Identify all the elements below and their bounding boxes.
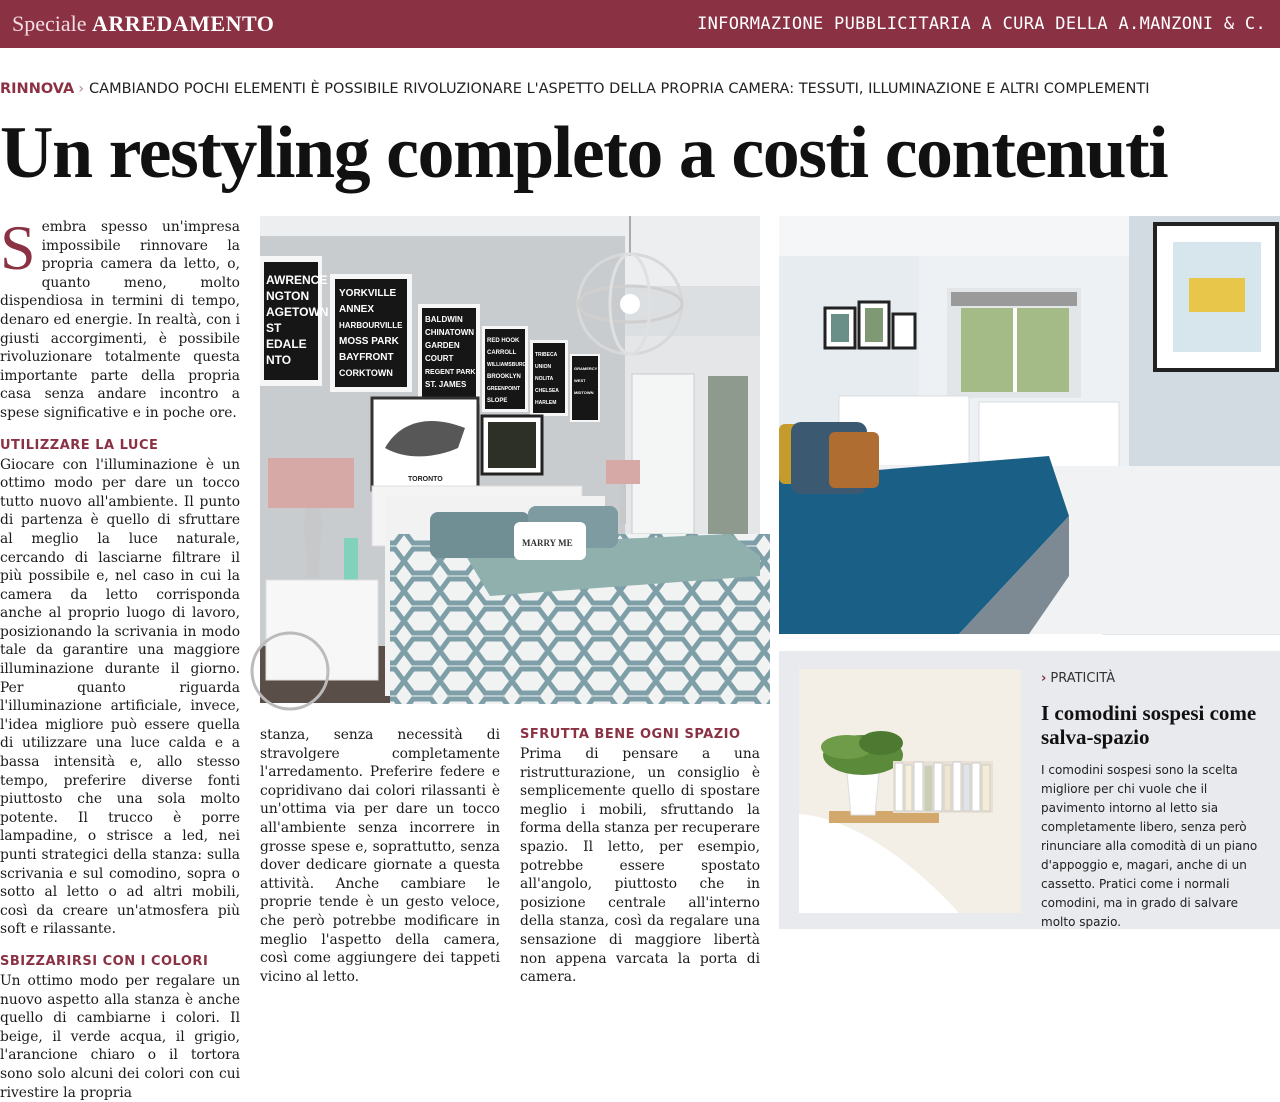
poster-1-line-5: EDALE: [266, 337, 307, 351]
advertising-notice: INFORMAZIONE PUBBLICITARIA A CURA DELLA A.MANZONI & C.: [697, 14, 1266, 34]
poster-2: [330, 274, 412, 392]
box-body: I comodini sospesi sono la scelta migliore per chi vuole che il pavimento intorno al letto sia completamente libero, senza però rinunciare alla comodità di un piano d'appoggio e, magari, anche di un cassetto. Pratici come i normali comodini, ma in grado di salvare molto spazio.: [1041, 763, 1258, 929]
poster-3-line-2: CHINATOWN: [425, 328, 475, 337]
poster-2-line-2: ANNEX: [339, 304, 375, 315]
poster-5-line-1: TRIBECA: [535, 352, 558, 358]
poster-4-line-5: GREENPOINT: [487, 386, 521, 392]
map-poster: [372, 398, 478, 490]
kicker: [0, 78, 1280, 100]
article-column-3: [520, 726, 760, 986]
poster-3: [418, 304, 480, 404]
poster-1: [260, 256, 328, 386]
poster-6-line-1: GRAMERCY: [574, 366, 598, 371]
chevron-right-icon: ›: [1041, 671, 1047, 686]
poster-4-line-6: SLOPE: [487, 398, 508, 404]
section-text-colors: Un ottimo modo per regalare un nuovo aspetto alla stanza è anche quello di cambiarne i colori. Il beige, il verde acqua, il grigio, l'arancione chiaro o il tortora sono solo alcuni dei colori con cui rivestire la propria: [0, 972, 240, 1101]
chevron-right-icon: ›: [78, 81, 85, 97]
map-poster-label: TORONTO: [408, 476, 443, 483]
section-text-light: Giocare con l'illuminazione è un ottimo modo per dare un tocco tutto nuovo all'ambiente. Il punto di partenza è quello di sfruttare al meglio la luce naturale, cercando di lasciarne filtrare il più possibile e, nel caso in cui la camera da letto corrisponda anche al proprio luogo di lavoro, posizionando la scrivania in modo tale da garantire una maggiore illuminazione durante il giorno. Per quanto riguarda l'illuminazione artificiale, invece, l'idea migliore può essere quella di utilizzare una luce calda e a bassa intensità e, allo stesso tempo, preferire diverse fonti piuttosto che una sola molto potente. Il trucco è porre lampadine, o strisce a led, nei punti strategici della stanza: sulla scrivania e sul comodino, sopra o sotto al letto o ad altri mobili, così da creare un'atmosfera più soft e rilassante.: [0, 456, 240, 938]
section-name: [12, 10, 274, 38]
poster-1-line-3: AGETOWN: [266, 305, 329, 319]
section-heading-light: UTILIZZARE LA LUCE: [0, 437, 159, 453]
bedroom-photo-posters: [260, 216, 760, 703]
box-title: I comodini sospesi come salva-spazio: [1041, 701, 1257, 749]
poster-5-line-3: NOLITA: [535, 376, 554, 382]
poster-2-line-5: BAYFRONT: [339, 352, 394, 363]
poster-4-line-2: CARROLL: [487, 350, 517, 356]
photo-frame: [482, 416, 542, 474]
poster-2-line-1: YORKVILLE: [339, 288, 397, 299]
article-column-1: [0, 212, 240, 1101]
floating-shelf-illustration: [799, 669, 1021, 913]
poster-5-line-4: CHELSEA: [535, 388, 559, 394]
poster-6-line-3: MIDTOWN: [574, 390, 594, 395]
section-heading-colors: SBIZZARIRSI CON I COLORI: [0, 953, 209, 969]
practicality-box: [779, 651, 1280, 929]
poster-4-line-1: RED HOOK: [487, 338, 520, 344]
poster-3-line-3: GARDEN: [425, 341, 460, 350]
poster-3-line-6: ST. JAMES: [425, 380, 467, 389]
poster-1-line-6: NTO: [266, 353, 292, 367]
floating-shelf-photo: [799, 669, 1021, 913]
section-text-space: Prima di pensare a una ristrutturazione, un consiglio è semplicemente quello di spostare meglio i mobili, sfruttando la forma della stanza per recuperare spazio. Il letto, per esempio, potrebbe essere spostato all'angolo, piuttosto che in posizione centrale all'interno della stanza, così da regalare una sensazione di maggiore libertà non appena varcata la porta di camera.: [520, 746, 760, 986]
poster-1-line-4: ST: [266, 321, 282, 335]
headline: Un restyling completo a costi contenuti: [0, 112, 1168, 194]
pillow-text: MARRY ME: [522, 538, 573, 548]
section-text-colors-continued: stanza, senza necessità di stravolgere completamente l'arredamento. Preferire federe e copridivano dai colori rilassanti è un'ottima via per dare un tocco all'ambiente senza incorrere in grosse spese e, soprattutto, senza dover dedicare giornate a questa attività. Anche cambiare le proprie tende è un gesto veloce, che però potrebbe modificare in meglio l'aspetto della camera, così come aggiungere dei tappeti vicino al letto.: [260, 727, 500, 985]
bedroom-illustration: [260, 216, 760, 703]
kicker-text: CAMBIANDO POCHI ELEMENTI È POSSIBILE RIVOLUZIONARE L'ASPETTO DELLA PROPRIA CAMERA: TESSUTI, ILLUMINAZIONE E ALTRI COMPLEMENTI: [89, 81, 1150, 97]
teal-bedroom-illustration: [779, 216, 1280, 634]
intro-paragraph: embra spesso un'impresa impossibile rinnovare la propria camera da letto, o, quanto meno, molto dispendiosa in termini di tempo, denaro ed energie. In realtà, con i giusti accorgimenti, è possibile rivoluzionare totalmente questa importante parte della propria casa senza andare incontro a spese significative e in poche ore.: [0, 219, 240, 421]
poster-4-line-4: BROOKLYN: [487, 374, 521, 380]
poster-4: [482, 326, 528, 412]
kicker-tag: RINNOVA: [0, 81, 75, 97]
box-label: [1041, 671, 1115, 687]
poster-5-line-2: UNION: [535, 364, 552, 370]
poster-1-line-1: AWRENCE: [266, 273, 328, 287]
section-name-light: Speciale: [12, 11, 87, 36]
poster-5: [530, 340, 568, 416]
poster-2-line-3: HARBOURVILLE: [339, 321, 403, 330]
poster-6: [570, 354, 600, 422]
poster-5-line-5: HARLEM: [535, 400, 557, 406]
poster-1-line-2: NGTON: [266, 289, 310, 303]
section-header: [0, 0, 1280, 48]
poster-4-line-3: WILLIAMSBURG: [487, 362, 527, 368]
poster-3-line-1: BALDWIN: [425, 315, 463, 324]
drop-cap: S: [0, 212, 36, 283]
poster-2-line-4: MOSS PARK: [339, 336, 399, 347]
bedroom-photo-teal: [779, 216, 1280, 634]
section-name-bold: ARREDAMENTO: [92, 11, 275, 36]
box-label-text: PRATICITÀ: [1050, 671, 1116, 686]
poster-2-line-6: CORKTOWN: [339, 368, 393, 378]
poster-3-line-4: COURT: [425, 354, 454, 363]
section-heading-space: SFRUTTA BENE OGNI SPAZIO: [520, 727, 741, 742]
article-column-2: [260, 726, 500, 985]
poster-6-line-2: WEST: [574, 378, 586, 383]
poster-3-line-5: REGENT PARK: [425, 369, 476, 376]
